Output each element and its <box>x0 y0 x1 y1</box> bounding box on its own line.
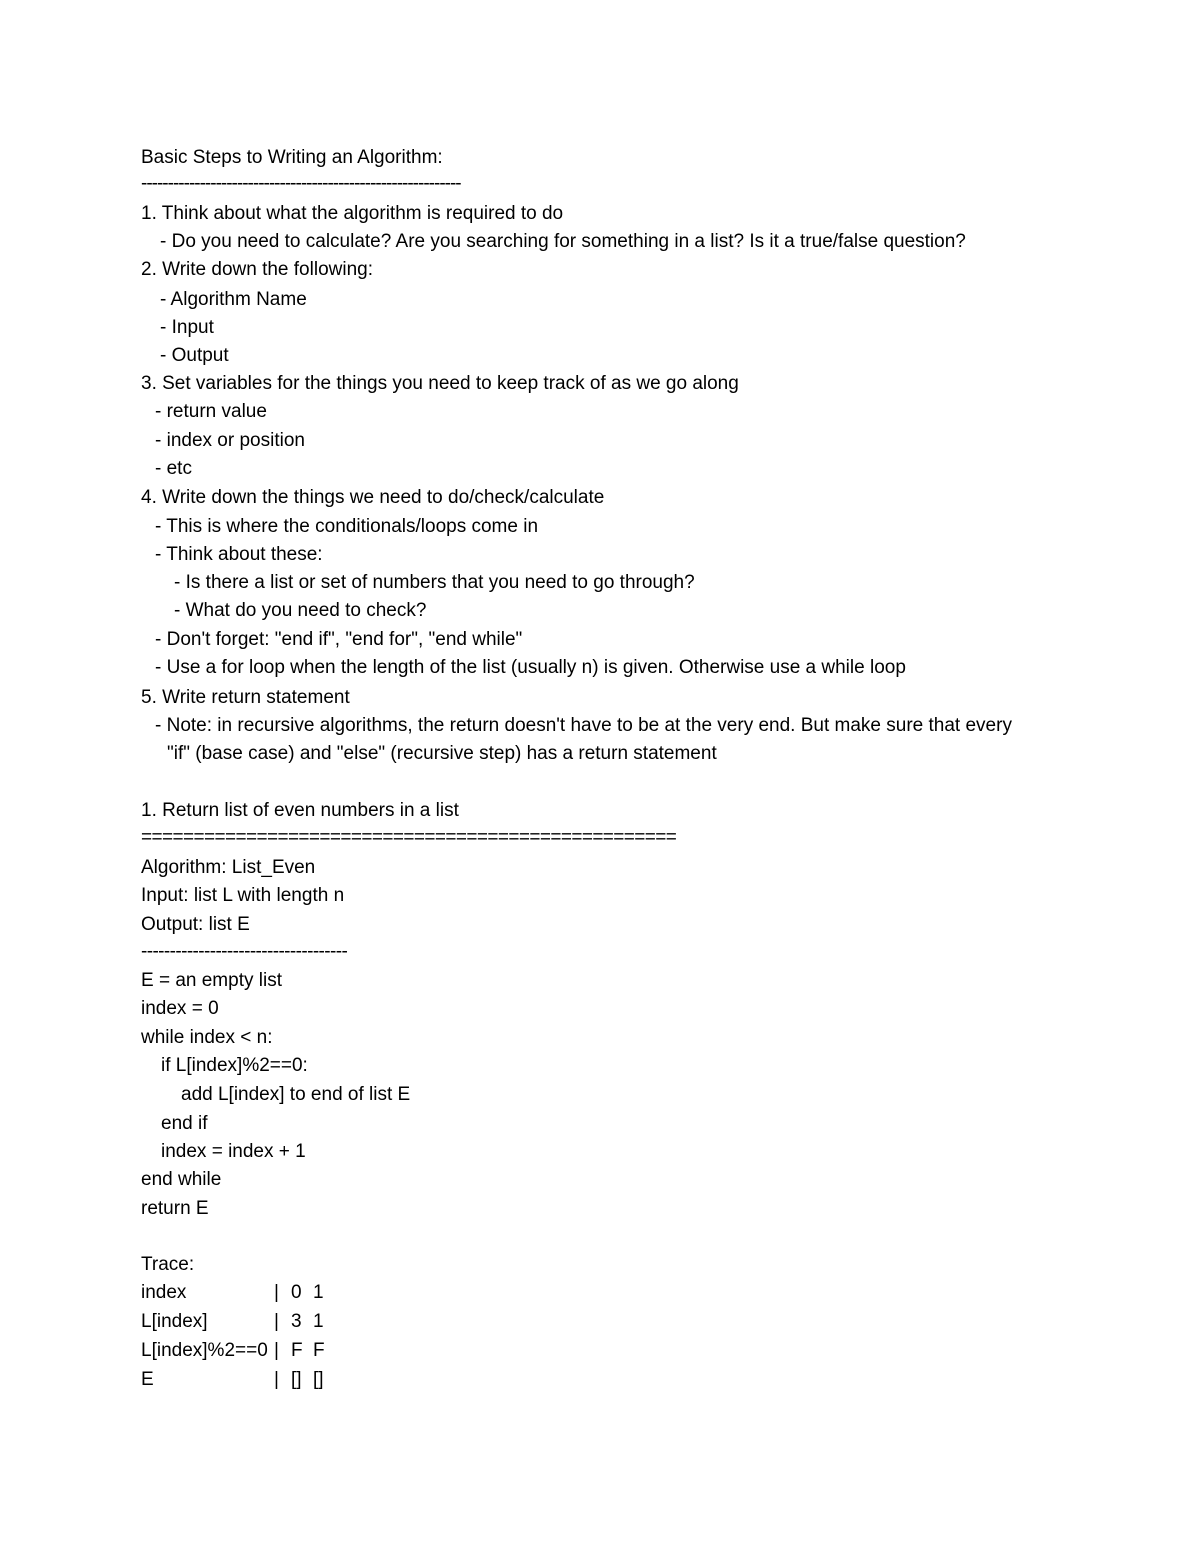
example-rule-dash: ------------------------------------ <box>141 941 348 962</box>
code-line: index = 0 <box>141 998 219 1019</box>
code-line: add L[index] to end of list E <box>181 1084 411 1105</box>
step-4-subitem-list: - Is there a list or set of numbers that you need to go through? <box>174 572 695 593</box>
trace-value: F <box>313 1340 325 1361</box>
trace-value: 3 <box>291 1311 302 1332</box>
step-3-item-index: - index or position <box>155 430 305 451</box>
example-rule-eq: =================================================== <box>141 827 677 848</box>
algorithm-name: Algorithm: List_Even <box>141 857 316 878</box>
step-4-item-conditionals: - This is where the conditionals/loops come in <box>155 516 539 537</box>
trace-label: index <box>141 1282 187 1303</box>
code-line: E = an empty list <box>141 970 282 991</box>
trace-row <box>141 1368 324 1392</box>
step-1-note: - Do you need to calculate? Are you searching for something in a list? Is it a true/false question? <box>160 231 966 252</box>
guide-title: Basic Steps to Writing an Algorithm: <box>141 147 443 168</box>
code-line: return E <box>141 1198 209 1219</box>
step-4: 4. Write down the things we need to do/check/calculate <box>141 487 605 508</box>
trace-row <box>141 1310 324 1334</box>
trace-separator: | <box>274 1311 279 1332</box>
step-4-item-think: - Think about these: <box>155 544 323 565</box>
trace-label: L[index] <box>141 1311 208 1332</box>
trace-heading: Trace: <box>141 1254 195 1275</box>
code-line: end if <box>161 1113 208 1134</box>
step-5-note-cont: "if" (base case) and "else" (recursive step) has a return statement <box>167 743 717 764</box>
trace-label: L[index]%2==0 <box>141 1340 268 1361</box>
step-3-item-return: - return value <box>155 401 267 422</box>
step-1: 1. Think about what the algorithm is required to do <box>141 203 564 224</box>
code-line: index = index + 1 <box>161 1141 306 1162</box>
trace-row <box>141 1281 324 1305</box>
trace-separator: | <box>274 1369 279 1390</box>
code-line: while index < n: <box>141 1027 273 1048</box>
trace-value: F <box>291 1340 303 1361</box>
trace-value: 0 <box>291 1282 302 1303</box>
trace-row <box>141 1339 325 1363</box>
step-4-item-loop: - Use a for loop when the length of the list (usually n) is given. Otherwise use a while loop <box>155 657 906 678</box>
step-2: 2. Write down the following: <box>141 259 373 280</box>
code-line: if L[index]%2==0: <box>161 1055 308 1076</box>
step-5: 5. Write return statement <box>141 687 350 708</box>
trace-value: 1 <box>313 1311 324 1332</box>
step-3: 3. Set variables for the things you need to keep track of as we go along <box>141 373 739 394</box>
guide-rule: ------------------------------------------------------------ <box>141 173 461 194</box>
trace-separator: | <box>274 1282 279 1303</box>
step-3-item-etc: - etc <box>155 458 192 479</box>
trace-value: [] <box>291 1369 302 1390</box>
trace-value: 1 <box>313 1282 324 1303</box>
example-heading: 1. Return list of even numbers in a list <box>141 800 459 821</box>
algorithm-output: Output: list E <box>141 914 250 935</box>
trace-value: [] <box>313 1369 324 1390</box>
trace-separator: | <box>274 1340 279 1361</box>
step-2-item-output: - Output <box>160 345 229 366</box>
step-2-item-name: - Algorithm Name <box>160 289 307 310</box>
step-4-subitem-check: - What do you need to check? <box>174 600 427 621</box>
algorithm-input: Input: list L with length n <box>141 885 345 906</box>
step-5-note: - Note: in recursive algorithms, the return doesn't have to be at the very end. But make sure that every <box>155 715 1012 736</box>
step-4-item-end: - Don't forget: "end if", "end for", "end while" <box>155 629 523 650</box>
code-line: end while <box>141 1169 222 1190</box>
step-2-item-input: - Input <box>160 317 214 338</box>
trace-label: E <box>141 1369 154 1390</box>
